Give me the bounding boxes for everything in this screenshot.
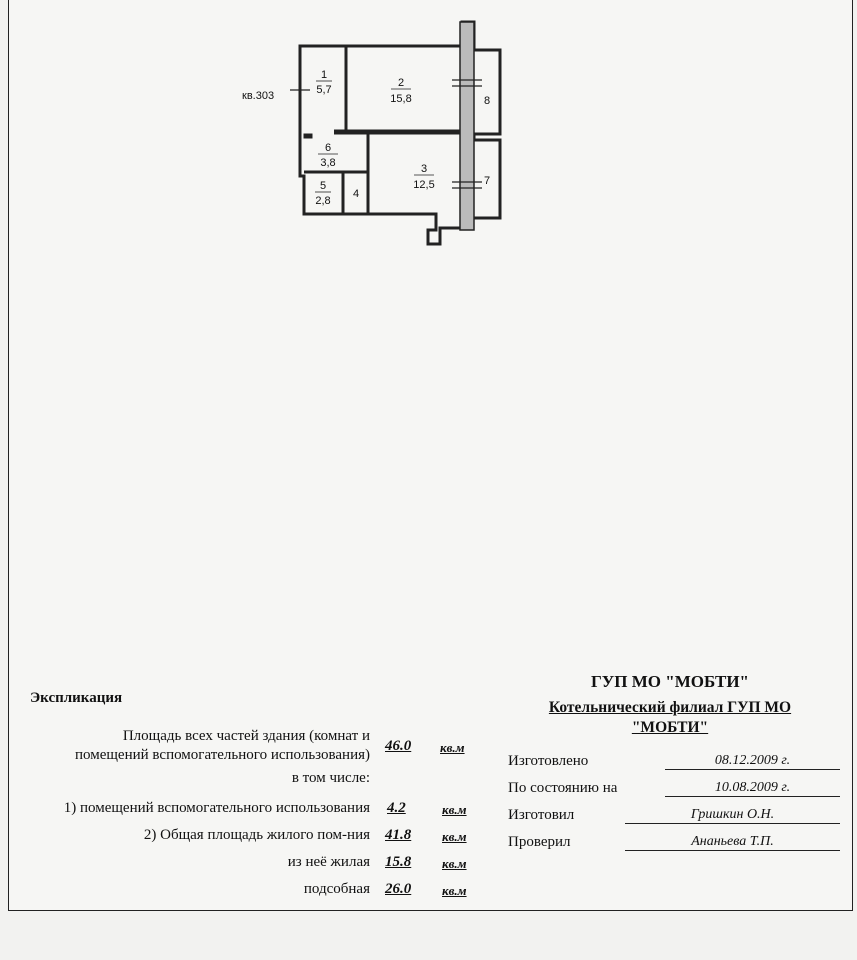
made-by-value: Гришкин О.Н. <box>625 807 840 824</box>
total-label-line2: помещений вспомогательного использования) <box>74 747 370 763</box>
room-3-num: 3 <box>420 163 428 175</box>
explication-title: Экспликация <box>30 690 123 706</box>
room-6-num: 6 <box>324 142 332 154</box>
room-8-num: 8 <box>483 95 491 107</box>
room-4-num: 4 <box>352 188 360 200</box>
room-2-num: 2 <box>397 77 405 89</box>
total-label-line1: Площадь всех частей здания (комнат и <box>122 728 370 744</box>
room-6-area: 3,8 <box>320 157 336 169</box>
utility-value: 26.0 <box>385 881 412 897</box>
organization-name: ГУП МО "МОБТИ" <box>590 672 749 691</box>
room-3-area: 12,5 <box>413 179 435 191</box>
as-of-value: 10.08.2009 г. <box>665 780 840 797</box>
residential-value: 15.8 <box>385 854 412 870</box>
room-2-area: 15,8 <box>390 93 412 105</box>
residential-label: из неё жилая <box>287 854 370 870</box>
apartment-label: кв.303 <box>242 90 275 102</box>
utility-unit: кв.м <box>442 883 467 898</box>
branch-line1: Котельнический филиал ГУП МО <box>548 699 792 716</box>
floor-plan <box>0 0 857 260</box>
checked-value: Ананьева Т.П. <box>625 834 840 851</box>
room-1-num: 1 <box>320 69 328 81</box>
made-value: 08.12.2009 г. <box>665 753 840 770</box>
living-total-value: 41.8 <box>385 827 412 843</box>
aux-label: 1) помещений вспомогательного использования <box>63 800 370 816</box>
room-5-num: 5 <box>319 180 327 192</box>
made-label: Изготовлено <box>508 753 589 769</box>
as-of-label: По состоянию на <box>508 780 618 796</box>
including-label: в том числе: <box>291 770 370 786</box>
branch-line2: "МОБТИ" <box>631 719 709 736</box>
aux-value: 4.2 <box>387 800 406 816</box>
total-unit: кв.м <box>440 740 465 755</box>
total-value: 46.0 <box>385 738 412 754</box>
living-total-unit: кв.м <box>442 829 467 844</box>
utility-label: подсобная <box>303 881 370 897</box>
living-total-label: 2) Общая площадь жилого пом-ния <box>143 827 370 843</box>
aux-unit: кв.м <box>442 802 467 817</box>
made-by-label: Изготовил <box>508 807 575 823</box>
checked-label: Проверил <box>508 834 571 850</box>
room-5-area: 2,8 <box>315 195 331 207</box>
room-1-area: 5,7 <box>316 84 332 96</box>
room-7-num: 7 <box>483 175 491 187</box>
residential-unit: кв.м <box>442 856 467 871</box>
